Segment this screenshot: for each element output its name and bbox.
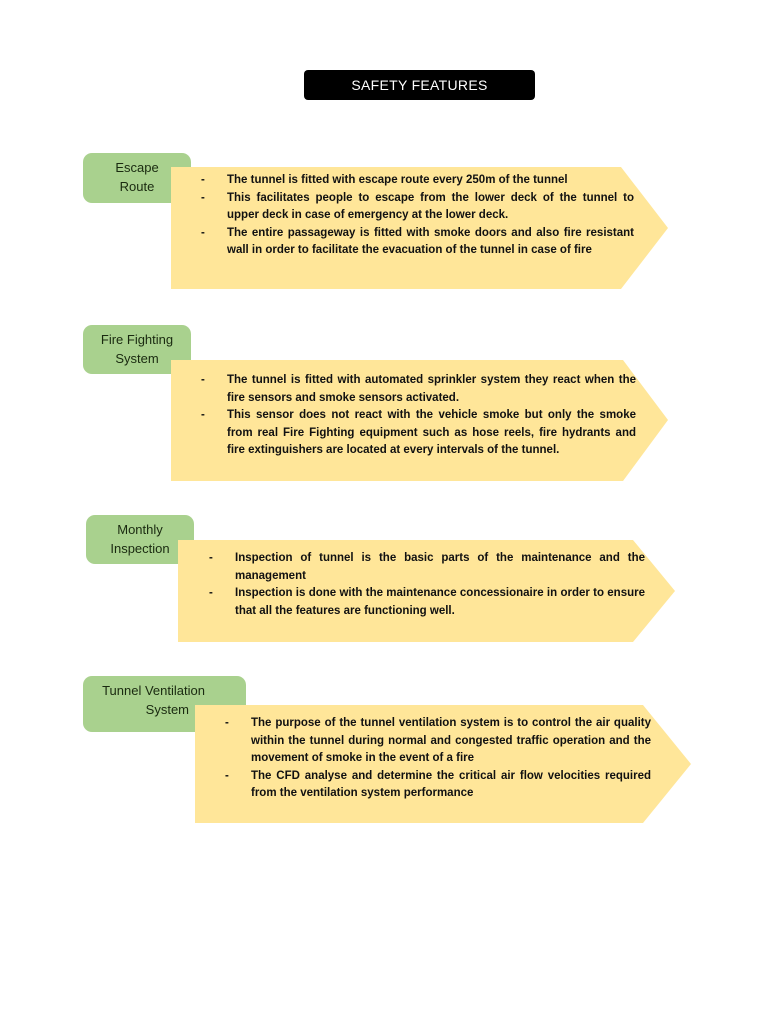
- tag-line: Inspection: [110, 541, 170, 556]
- list-item: - This facilitates people to escape from the lower deck of the tunnel to upper deck in case of emergency at the lower deck.: [201, 191, 634, 221]
- tag-line: Escape: [115, 160, 159, 175]
- list-item: - The tunnel is fitted with automated sprinkler system they react when the fire sensors and smoke sensors activated.: [201, 374, 636, 404]
- list-item: - Inspection of tunnel is the basic parts of the maintenance and the management: [209, 552, 645, 582]
- bullet-text: The CFD analyse and determine the critical air flow velocities required from the ventilation system performance: [251, 769, 651, 799]
- page-title: [304, 70, 535, 100]
- list-item: - The tunnel is fitted with escape route every 250m of the tunnel: [201, 174, 568, 186]
- tag-line: Fire Fighting: [100, 332, 174, 347]
- page-title-text: SAFETY FEATURES: [351, 77, 488, 93]
- tag-line: System: [115, 351, 159, 366]
- tag-line: Route: [119, 179, 155, 194]
- bullet-list: [209, 550, 645, 620]
- list-item: - The CFD analyse and determine the critical air flow velocities required from the ventilation system performance: [225, 769, 651, 799]
- tag-line: Monthly: [117, 522, 163, 537]
- bullet-text: The entire passageway is fitted with smoke doors and also fire resistant wall in order to facilitate the evacuation of the tunnel in case of fire: [227, 226, 634, 256]
- bullet-text: Inspection is done with the maintenance concessionaire in order to ensure that all the features are functioning well.: [235, 587, 645, 617]
- bullet-list: [201, 172, 634, 260]
- list-item: - This sensor does not react with the vehicle smoke but only the smoke from real Fire Fighting equipment such as hose reels, fire hydrants and fire extinguishers are located at every intervals of the tunnel.: [201, 409, 636, 456]
- bullet-text: The tunnel is fitted with escape route every 250m of the tunnel: [227, 174, 568, 186]
- tag-line: Tunnel Ventilation: [102, 683, 205, 698]
- bullet-list: [225, 715, 651, 803]
- bullet-text: The tunnel is fitted with automated sprinkler system they react when the fire sensors and smoke sensors activated.: [227, 374, 636, 404]
- bullet-text: The purpose of the tunnel ventilation system is to control the air quality within the tunnel during normal and congested traffic operation and the movement of smoke in the event of a fire: [251, 717, 651, 764]
- tag-line: System: [145, 702, 189, 717]
- tag-monthly-inspection: [86, 515, 194, 564]
- list-item: - The entire passageway is fitted with smoke doors and also fire resistant wall in order to facilitate the evacuation of the tunnel in case of fire: [201, 226, 634, 256]
- list-item: - The purpose of the tunnel ventilation system is to control the air quality within the tunnel during normal and congested traffic operation and the movement of smoke in the event of a fire: [225, 717, 651, 764]
- bullet-text: Inspection of tunnel is the basic parts of the maintenance and the management: [235, 552, 645, 582]
- bullet-list: [201, 372, 636, 460]
- bullet-text: This sensor does not react with the vehicle smoke but only the smoke from real Fire Fighting equipment such as hose reels, fire hydrants and fire extinguishers are located at every intervals of the tunnel.: [227, 409, 636, 456]
- bullet-text: This facilitates people to escape from the lower deck of the tunnel to upper deck in case of emergency at the lower deck.: [227, 191, 634, 221]
- list-item: - Inspection is done with the maintenance concessionaire in order to ensure that all the features are functioning well.: [209, 587, 645, 617]
